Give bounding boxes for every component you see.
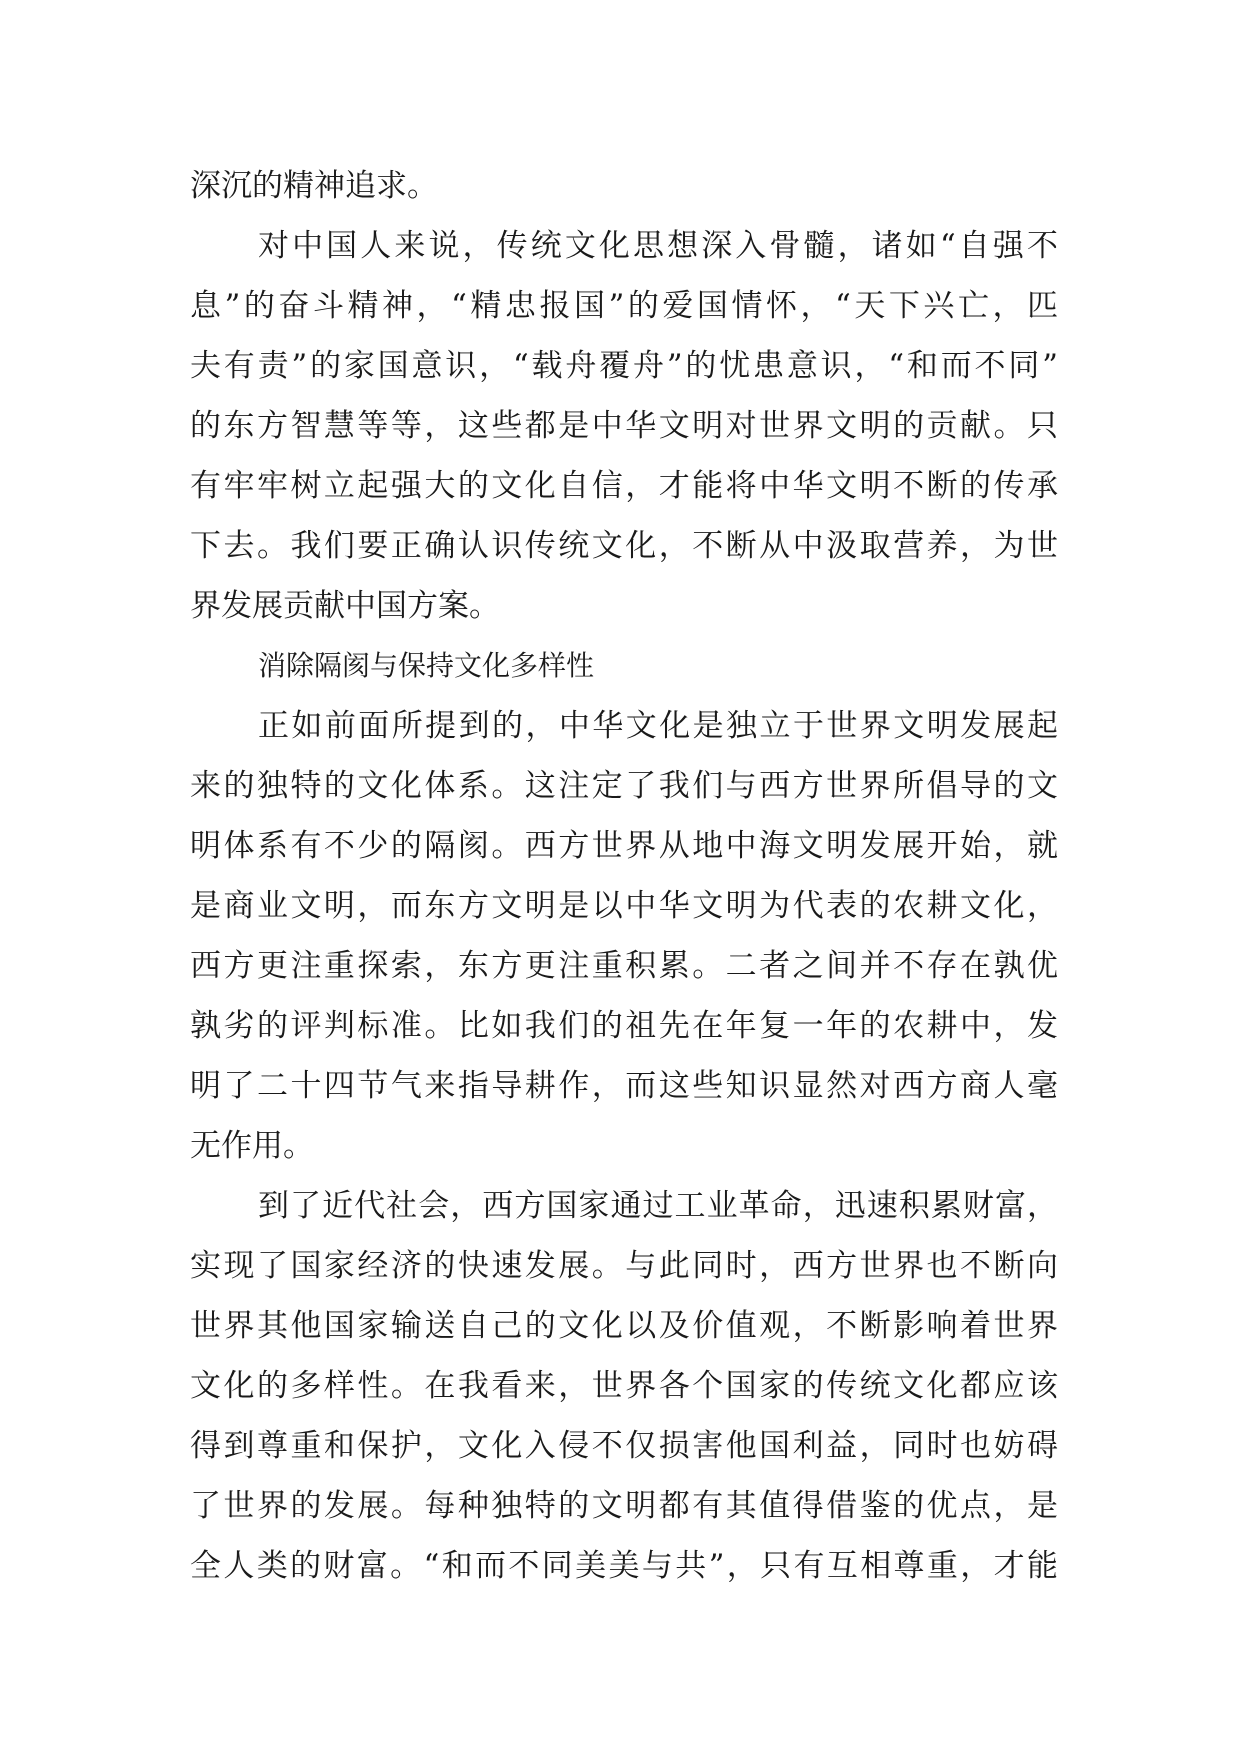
section-heading: 消除隔阂与保持文化多样性	[258, 649, 595, 682]
text-line: 世界其他国家输送自己的文化以及价值观，不断影响着世界	[190, 1308, 1058, 1344]
text-line: 全人类的财富。“和而不同美美与共”，只有互相尊重，才能	[190, 1548, 1058, 1584]
text-line: 息”的奋斗精神，“精忠报国”的爱国情怀，“天下兴亡，匹	[190, 288, 1058, 324]
text-line: 界发展贡献中国方案。	[190, 588, 500, 624]
text-line: 是商业文明，而东方文明是以中华文明为代表的农耕文化，	[190, 888, 1058, 924]
document-body	[190, 156, 1058, 1596]
text-line: 的东方智慧等等，这些都是中华文明对世界文明的贡献。只	[190, 408, 1058, 444]
text-line: 深沉的精神追求。	[190, 168, 438, 204]
paragraph	[190, 156, 1058, 216]
text-line: 对中国人来说，传统文化思想深入骨髓，诸如“自强不	[258, 228, 1058, 264]
text-line: 明体系有不少的隔阂。西方世界从地中海文明发展开始，就	[190, 828, 1058, 864]
paragraph	[190, 1176, 1058, 1596]
text-line: 孰劣的评判标准。比如我们的祖先在年复一年的农耕中，发	[190, 1008, 1058, 1044]
text-line: 下去。我们要正确认识传统文化，不断从中汲取营养，为世	[190, 528, 1058, 564]
text-line: 文化的多样性。在我看来，世界各个国家的传统文化都应该	[190, 1368, 1058, 1404]
text-line: 正如前面所提到的，中华文化是独立于世界文明发展起	[258, 708, 1058, 744]
paragraph	[190, 216, 1058, 636]
text-line: 夫有责”的家国意识，“载舟覆舟”的忧患意识，“和而不同”	[190, 348, 1058, 384]
text-line: 无作用。	[190, 1128, 314, 1164]
text-line: 实现了国家经济的快速发展。与此同时，西方世界也不断向	[190, 1248, 1058, 1284]
text-line: 明了二十四节气来指导耕作，而这些知识显然对西方商人毫	[190, 1068, 1058, 1104]
text-line: 来的独特的文化体系。这注定了我们与西方世界所倡导的文	[190, 768, 1058, 804]
paragraph	[190, 696, 1058, 1176]
text-line: 得到尊重和保护，文化入侵不仅损害他国利益，同时也妨碍	[190, 1428, 1058, 1464]
text-line: 到了近代社会，西方国家通过工业革命，迅速积累财富，	[258, 1188, 1058, 1224]
text-line: 有牢牢树立起强大的文化自信，才能将中华文明不断的传承	[190, 468, 1058, 504]
text-line: 了世界的发展。每种独特的文明都有其值得借鉴的优点，是	[190, 1488, 1058, 1524]
text-line: 西方更注重探索，东方更注重积累。二者之间并不存在孰优	[190, 948, 1058, 984]
